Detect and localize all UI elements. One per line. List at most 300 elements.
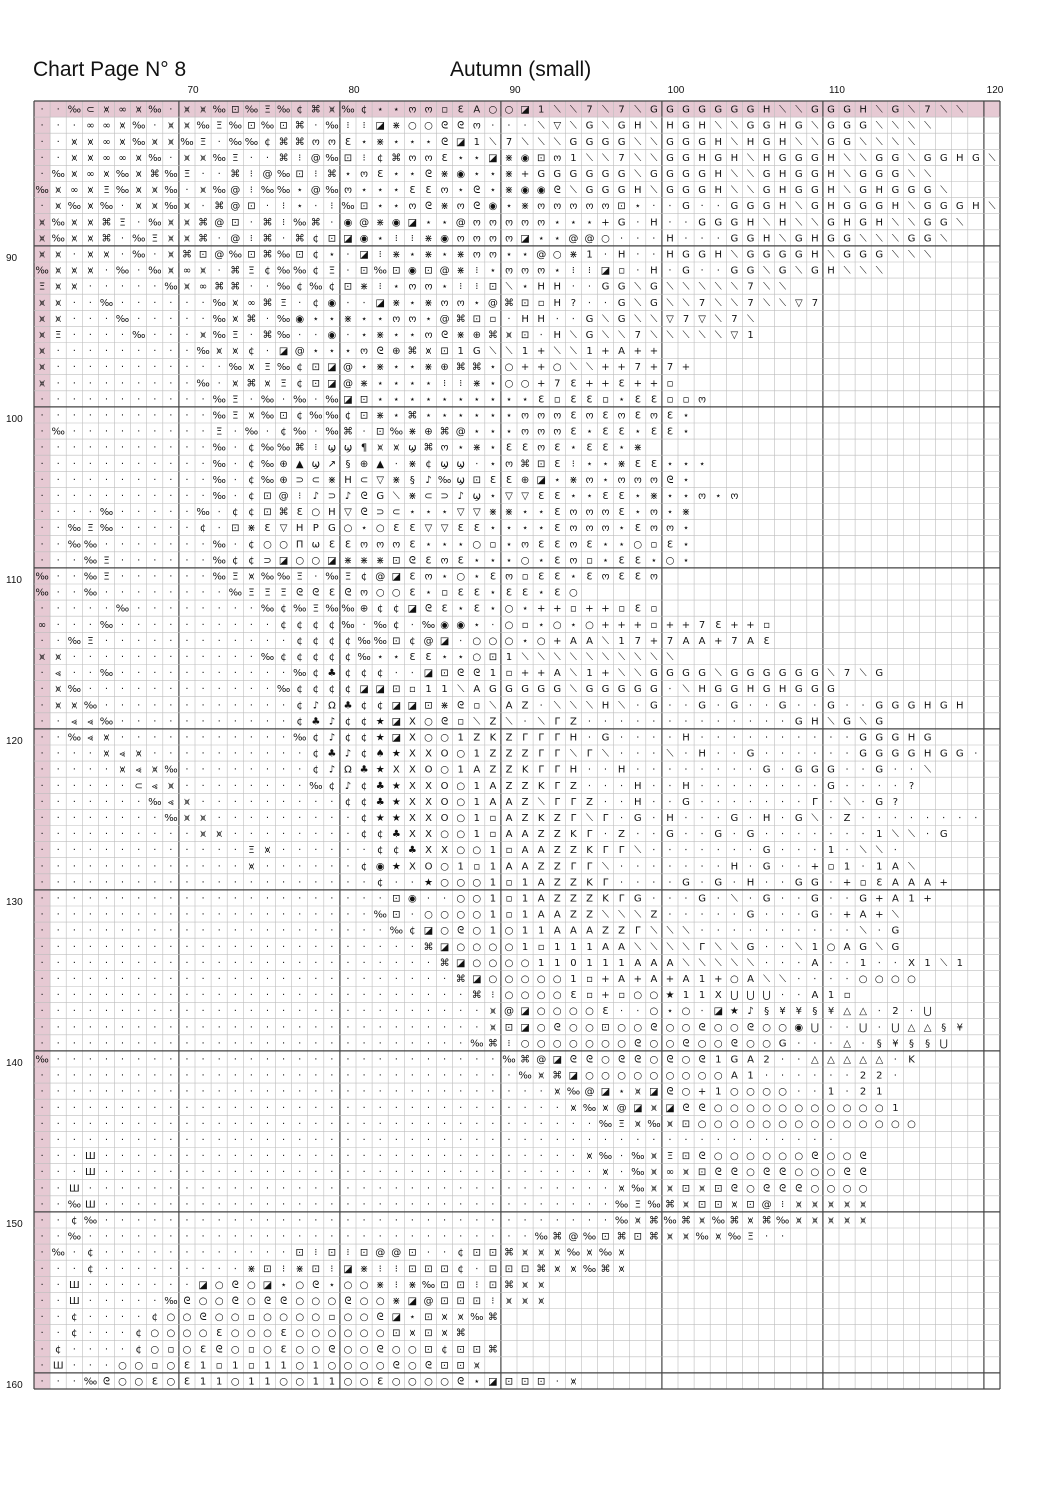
grid-symbol: · xyxy=(57,877,60,888)
grid-symbol: ⊡ xyxy=(634,1232,642,1243)
grid-symbol: ○ xyxy=(376,523,385,534)
grid-symbol: · xyxy=(507,1151,510,1162)
grid-symbol: · xyxy=(363,1151,366,1162)
grid-symbol: · xyxy=(330,1199,333,1210)
grid-symbol: · xyxy=(314,894,317,905)
grid-symbol: ⩙ xyxy=(442,1328,448,1339)
grid-symbol: · xyxy=(427,958,430,969)
grid-symbol: ¢ xyxy=(313,668,319,679)
grid-symbol: ⟍ xyxy=(650,926,657,937)
grid-symbol: · xyxy=(218,620,221,631)
grid-symbol: · xyxy=(169,539,172,550)
grid-symbol: ⋅ xyxy=(588,733,591,744)
grid-symbol: Ɛ xyxy=(264,523,270,534)
grid-symbol: G xyxy=(811,910,819,921)
grid-symbol: · xyxy=(282,1216,285,1227)
grid-symbol: · xyxy=(57,394,60,405)
grid-symbol: · xyxy=(185,491,188,502)
grid-symbol: · xyxy=(379,894,382,905)
grid-symbol: Ɛ xyxy=(764,636,770,647)
grid-symbol: 1 xyxy=(602,958,608,969)
grid-symbol: ო xyxy=(537,266,545,277)
grid-symbol: · xyxy=(121,475,124,486)
grid-symbol: · xyxy=(73,555,76,566)
grid-symbol: · xyxy=(153,604,156,615)
grid-symbol: G xyxy=(779,153,787,164)
grid-symbol: · xyxy=(169,845,172,856)
grid-symbol: ‰ xyxy=(212,411,225,422)
grid-symbol: ⊡ xyxy=(296,250,304,261)
grid-symbol: ▽ xyxy=(425,523,433,534)
grid-symbol: ⌘ xyxy=(729,1216,739,1227)
grid-symbol: 1 xyxy=(570,942,576,953)
grid-symbol: · xyxy=(89,845,92,856)
grid-symbol: H xyxy=(747,684,755,695)
grid-symbol: 7 xyxy=(667,636,673,647)
grid-symbol: · xyxy=(459,1199,462,1210)
grid-symbol: ‰ xyxy=(212,443,225,454)
grid-symbol: ᘓ xyxy=(650,1022,657,1033)
grid-symbol: ⋅ xyxy=(330,217,333,228)
grid-symbol: ⋅ xyxy=(846,974,849,985)
grid-symbol: ⋅ xyxy=(749,797,752,808)
grid-symbol: ⩙ xyxy=(55,684,61,695)
grid-symbol: ⋅ xyxy=(218,507,221,518)
grid-symbol: · xyxy=(427,1006,430,1017)
grid-symbol: · xyxy=(185,507,188,518)
grid-symbol: · xyxy=(41,201,44,212)
grid-symbol: Ɛ xyxy=(619,572,625,583)
grid-symbol: · xyxy=(379,1167,382,1178)
grid-symbol: ⋅ xyxy=(652,250,655,261)
grid-symbol: ⟍ xyxy=(683,330,690,341)
grid-symbol: ⊡ xyxy=(489,1264,497,1275)
grid-symbol: · xyxy=(668,1135,671,1146)
grid-symbol: ო xyxy=(650,507,658,518)
grid-symbol: · xyxy=(298,765,301,776)
grid-symbol: Γ xyxy=(619,894,625,905)
grid-symbol: ⊡ xyxy=(328,233,336,244)
grid-symbol: ⋅ xyxy=(797,958,800,969)
grid-symbol: ⋅ xyxy=(781,797,784,808)
grid-symbol: ⋆ xyxy=(361,314,367,325)
grid-symbol: ⋅ xyxy=(846,765,849,776)
grid-symbol: ‰ xyxy=(583,1103,596,1114)
grid-symbol: ⋆ xyxy=(683,491,689,502)
grid-symbol: ᘓ xyxy=(682,1103,689,1114)
grid-symbol: ‰ xyxy=(390,926,403,937)
grid-symbol: ⋆ xyxy=(602,539,608,550)
grid-symbol: ‰ xyxy=(615,1216,628,1227)
grid-symbol: · xyxy=(250,1135,253,1146)
grid-symbol: Ɛ xyxy=(554,523,560,534)
grid-symbol: ‰ xyxy=(341,201,354,212)
grid-symbol: ⋆ xyxy=(329,1280,335,1291)
grid-symbol: ⋅ xyxy=(813,749,816,760)
grid-symbol: ⩙ xyxy=(474,1360,480,1371)
grid-symbol: ⊕ xyxy=(424,427,432,438)
grid-symbol: · xyxy=(507,314,510,325)
grid-symbol: · xyxy=(282,877,285,888)
grid-symbol: @ xyxy=(424,1296,434,1307)
grid-symbol: G xyxy=(811,877,819,888)
grid-symbol: · xyxy=(169,1119,172,1130)
grid-symbol: · xyxy=(314,877,317,888)
grid-symbol: ‰ xyxy=(277,169,290,180)
grid-symbol: · xyxy=(282,1071,285,1082)
grid-symbol: ⋅ xyxy=(797,990,800,1001)
grid-symbol: ო xyxy=(650,523,658,534)
grid-symbol: ⟍ xyxy=(940,958,947,969)
grid-symbol: ⋇ xyxy=(376,1280,384,1291)
grid-symbol: ⟍ xyxy=(860,668,867,679)
grid-symbol: · xyxy=(121,1038,124,1049)
grid-symbol: △ xyxy=(859,1006,867,1017)
grid-symbol: ⟍ xyxy=(634,282,641,293)
grid-symbol: ◪ xyxy=(536,475,545,486)
grid-symbol: ⟍ xyxy=(618,910,625,921)
grid-symbol: H xyxy=(650,266,658,277)
grid-symbol: ○ xyxy=(231,1328,240,1339)
grid-symbol: · xyxy=(234,926,237,937)
grid-symbol: · xyxy=(41,1071,44,1082)
grid-symbol: A xyxy=(747,1055,754,1066)
grid-symbol: · xyxy=(137,990,140,1001)
grid-symbol: ⋅ xyxy=(652,749,655,760)
grid-symbol: ○ xyxy=(150,1344,159,1355)
grid-symbol: ○ xyxy=(746,1183,755,1194)
grid-symbol: ⋆ xyxy=(393,282,399,293)
grid-symbol: ¢ xyxy=(280,652,286,663)
grid-symbol: ᘓ xyxy=(441,716,448,727)
grid-symbol: A xyxy=(489,781,496,792)
grid-symbol: ◪ xyxy=(601,266,610,277)
grid-symbol: 1 xyxy=(264,1377,270,1388)
grid-symbol: ⊡ xyxy=(279,411,287,422)
grid-symbol: ⟍ xyxy=(876,266,883,277)
grid-symbol: · xyxy=(314,1199,317,1210)
grid-symbol: ⋆ xyxy=(393,378,399,389)
grid-symbol: ○ xyxy=(279,1312,288,1323)
grid-symbol: ო xyxy=(360,588,368,599)
grid-symbol: · xyxy=(234,1248,237,1259)
grid-symbol: · xyxy=(443,1167,446,1178)
grid-symbol: · xyxy=(202,958,205,969)
grid-symbol: ○ xyxy=(440,861,449,872)
grid-symbol: · xyxy=(218,926,221,937)
grid-symbol: G xyxy=(811,105,819,116)
grid-symbol: 1 xyxy=(586,250,592,261)
grid-symbol: ⋆ xyxy=(651,555,657,566)
grid-symbol: · xyxy=(57,716,60,727)
grid-symbol: Γ xyxy=(603,845,609,856)
grid-symbol: Ɛ xyxy=(184,1377,190,1388)
grid-symbol: ⊡ xyxy=(714,1183,722,1194)
grid-symbol: ⋅ xyxy=(797,829,800,840)
grid-symbol: ‰ xyxy=(261,475,274,486)
grid-symbol: ⋆ xyxy=(313,314,319,325)
grid-symbol: ⩙ xyxy=(442,1312,448,1323)
grid-symbol: · xyxy=(427,1199,430,1210)
grid-symbol: · xyxy=(185,459,188,470)
grid-symbol: ⩙ xyxy=(635,1119,641,1130)
grid-symbol: H xyxy=(908,733,916,744)
grid-symbol: ○ xyxy=(505,636,514,647)
grid-symbol: G xyxy=(795,153,803,164)
grid-symbol: ‰ xyxy=(100,201,113,212)
grid-symbol: G xyxy=(698,250,706,261)
grid-symbol: ⋅ xyxy=(684,910,687,921)
grid-symbol: ⟍ xyxy=(924,169,931,180)
grid-symbol: · xyxy=(57,926,60,937)
grid-symbol: ¢ xyxy=(361,105,367,116)
grid-symbol: Ɛ xyxy=(635,523,641,534)
grid-symbol: Ɛ xyxy=(506,443,512,454)
grid-symbol: · xyxy=(169,942,172,953)
grid-symbol: ⋆ xyxy=(458,652,464,663)
grid-symbol: · xyxy=(185,475,188,486)
grid-symbol: ო xyxy=(408,153,416,164)
grid-symbol: · xyxy=(185,942,188,953)
grid-symbol: · xyxy=(314,926,317,937)
grid-symbol: ○ xyxy=(489,942,498,953)
grid-symbol: ⋅ xyxy=(588,716,591,727)
grid-symbol: ⟍ xyxy=(602,121,609,132)
grid-symbol: ⟍ xyxy=(570,121,577,132)
grid-symbol: ⋅ xyxy=(684,700,687,711)
grid-symbol: ○ xyxy=(521,1038,530,1049)
grid-symbol: ‰ xyxy=(245,427,258,438)
grid-symbol: ⋇ xyxy=(360,282,368,293)
grid-symbol: ᘓ xyxy=(666,1055,673,1066)
grid-symbol: ¢ xyxy=(313,250,319,261)
grid-symbol: · xyxy=(572,1183,575,1194)
grid-symbol: ○ xyxy=(730,1022,739,1033)
grid-symbol: ⩙ xyxy=(265,845,271,856)
grid-symbol: ⟍ xyxy=(860,926,867,937)
col-tick-70: 70 xyxy=(187,86,198,96)
grid-symbol: Z xyxy=(506,749,513,760)
grid-symbol: · xyxy=(330,829,333,840)
grid-symbol: ◉ xyxy=(295,314,304,325)
grid-symbol: Z xyxy=(650,910,657,921)
grid-symbol: ◪ xyxy=(359,250,368,261)
grid-symbol: · xyxy=(234,958,237,969)
grid-symbol: ო xyxy=(441,443,449,454)
grid-symbol: G xyxy=(827,217,835,228)
grid-symbol: + xyxy=(650,378,658,389)
grid-symbol: 1 xyxy=(458,733,464,744)
grid-symbol: ⊡ xyxy=(296,169,304,180)
grid-symbol: ⋅ xyxy=(684,845,687,856)
grid-symbol: · xyxy=(137,684,140,695)
grid-symbol: · xyxy=(218,362,221,373)
grid-symbol: ⟍ xyxy=(650,652,657,663)
grid-symbol: Ɛ xyxy=(425,185,431,196)
grid-symbol: · xyxy=(105,1151,108,1162)
grid-symbol: ო xyxy=(537,443,545,454)
grid-symbol: ▫ xyxy=(844,990,851,1001)
grid-symbol: ⊡ xyxy=(247,201,255,212)
grid-symbol: ⟍ xyxy=(634,942,641,953)
grid-symbol: · xyxy=(282,700,285,711)
grid-symbol: · xyxy=(443,1022,446,1033)
grid-symbol: · xyxy=(57,1296,60,1307)
grid-symbol: ⋅ xyxy=(684,894,687,905)
grid-symbol: · xyxy=(41,153,44,164)
grid-symbol: ○ xyxy=(456,845,465,856)
grid-symbol: ‰ xyxy=(84,539,97,550)
grid-symbol: ▽ xyxy=(698,314,706,325)
grid-symbol: 2 xyxy=(860,1071,866,1082)
grid-symbol: + xyxy=(730,620,738,631)
grid-symbol: ○ xyxy=(231,1312,240,1323)
grid-symbol: ‰ xyxy=(357,652,370,663)
grid-symbol: ¢ xyxy=(313,266,319,277)
grid-symbol: ⌘ xyxy=(472,362,482,373)
grid-symbol: + xyxy=(537,346,545,357)
grid-symbol: A xyxy=(473,765,480,776)
grid-symbol: ⌘ xyxy=(601,1264,611,1275)
grid-symbol: · xyxy=(234,1183,237,1194)
grid-symbol: · xyxy=(121,1264,124,1275)
grid-symbol: · xyxy=(73,781,76,792)
grid-symbol: ‰ xyxy=(132,137,145,148)
grid-symbol: ⋅ xyxy=(733,910,736,921)
grid-symbol: ‰ xyxy=(325,185,338,196)
grid-symbol: · xyxy=(330,1119,333,1130)
grid-symbol: ‰ xyxy=(631,1167,644,1178)
grid-symbol: · xyxy=(153,1103,156,1114)
grid-symbol: A xyxy=(731,1071,738,1082)
grid-symbol: ‰ xyxy=(325,427,338,438)
grid-symbol: G xyxy=(811,153,819,164)
grid-symbol: ‰ xyxy=(325,572,338,583)
grid-symbol: G xyxy=(747,266,755,277)
grid-symbol: · xyxy=(202,1119,205,1130)
grid-symbol: ⋅ xyxy=(717,266,720,277)
grid-symbol: · xyxy=(185,733,188,744)
grid-symbol: ⟍ xyxy=(763,266,770,277)
grid-symbol: ᘓ xyxy=(666,475,673,486)
grid-symbol: ‰ xyxy=(68,523,81,534)
grid-symbol: ⋅ xyxy=(813,829,816,840)
grid-symbol: ᘓ xyxy=(312,588,319,599)
grid-symbol: · xyxy=(363,1055,366,1066)
grid-symbol: · xyxy=(363,990,366,1001)
grid-symbol: ⋆ xyxy=(667,459,673,470)
grid-symbol: ⩙ xyxy=(635,1216,641,1227)
grid-symbol: ‰ xyxy=(164,765,177,776)
grid-symbol: · xyxy=(314,121,317,132)
grid-symbol: ⋆ xyxy=(409,250,415,261)
grid-symbol: ⋅ xyxy=(684,749,687,760)
grid-symbol: · xyxy=(346,1087,349,1098)
grid-symbol: H xyxy=(827,201,835,212)
grid-symbol: · xyxy=(121,201,124,212)
grid-symbol: ‰ xyxy=(100,620,113,631)
grid-symbol: ○ xyxy=(601,1055,610,1066)
grid-symbol: ◪ xyxy=(456,137,465,148)
grid-symbol: ¢ xyxy=(345,636,351,647)
grid-symbol: · xyxy=(314,974,317,985)
grid-symbol: · xyxy=(234,684,237,695)
grid-symbol: · xyxy=(379,1119,382,1130)
grid-symbol: ⌘ xyxy=(504,1280,514,1291)
grid-symbol: ‰ xyxy=(470,1038,483,1049)
grid-symbol: @ xyxy=(230,233,240,244)
grid-symbol: O xyxy=(441,813,449,824)
grid-symbol: ∞ xyxy=(199,282,207,293)
grid-symbol: ⌘ xyxy=(230,266,240,277)
grid-symbol: · xyxy=(169,1055,172,1066)
grid-symbol: X xyxy=(409,765,416,776)
grid-symbol: △ xyxy=(859,1055,867,1066)
grid-symbol: O xyxy=(425,861,433,872)
grid-symbol: ○ xyxy=(827,1167,836,1178)
grid-symbol: Ɛ xyxy=(474,588,480,599)
grid-symbol: § xyxy=(925,1038,930,1049)
grid-symbol: · xyxy=(443,1071,446,1082)
grid-symbol: · xyxy=(169,990,172,1001)
grid-symbol: G xyxy=(875,716,883,727)
grid-symbol: · xyxy=(314,1183,317,1194)
grid-symbol: · xyxy=(185,974,188,985)
grid-symbol: + xyxy=(553,604,561,615)
grid-symbol: 1 xyxy=(586,668,592,679)
grid-symbol: ⋅ xyxy=(620,781,623,792)
grid-symbol: · xyxy=(282,733,285,744)
grid-symbol: G xyxy=(811,668,819,679)
grid-symbol: ▽ xyxy=(731,330,739,341)
grid-symbol: · xyxy=(346,1151,349,1162)
grid-symbol: + xyxy=(714,636,722,647)
grid-symbol: ⋅ xyxy=(395,459,398,470)
grid-symbol: · xyxy=(121,346,124,357)
grid-symbol: ‰ xyxy=(567,1087,580,1098)
grid-symbol: G xyxy=(892,700,900,711)
grid-symbol: ▫ xyxy=(248,1360,255,1371)
grid-symbol: ⋅ xyxy=(765,877,768,888)
grid-symbol: ⋆ xyxy=(329,314,335,325)
grid-symbol: ‰ xyxy=(68,733,81,744)
grid-symbol: Z xyxy=(489,765,496,776)
grid-symbol: · xyxy=(137,572,140,583)
grid-symbol: ‰ xyxy=(35,185,48,196)
grid-symbol: · xyxy=(169,668,172,679)
grid-symbol: ⟍ xyxy=(763,298,770,309)
grid-symbol: ⋅ xyxy=(620,733,623,744)
grid-symbol: · xyxy=(89,1312,92,1323)
grid-symbol: · xyxy=(282,1248,285,1259)
grid-symbol: ⋅ xyxy=(668,877,671,888)
grid-symbol: ⋅ xyxy=(717,910,720,921)
grid-symbol: · xyxy=(813,1135,816,1146)
grid-symbol: ◪ xyxy=(392,572,401,583)
grid-symbol: · xyxy=(330,1183,333,1194)
grid-symbol: ⋅ xyxy=(894,813,897,824)
grid-symbol: ᘓ xyxy=(634,1055,641,1066)
grid-symbol: ‰ xyxy=(245,105,258,116)
grid-symbol: · xyxy=(298,1006,301,1017)
grid-symbol: Ξ xyxy=(87,636,93,647)
grid-symbol: ⋆ xyxy=(441,539,447,550)
grid-symbol: · xyxy=(153,282,156,293)
grid-symbol: · xyxy=(57,555,60,566)
grid-symbol: · xyxy=(105,797,108,808)
grid-symbol: · xyxy=(153,1167,156,1178)
grid-symbol: ᘓ xyxy=(554,185,561,196)
